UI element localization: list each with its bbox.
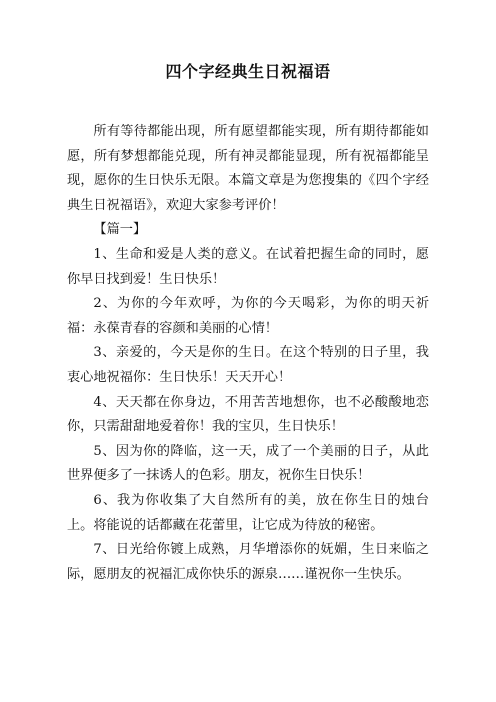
list-item: 4、天天都在你身边，不用苦苦地想你，也不必酸酸地恋你，只需甜甜地爱着你！我的宝贝，生日快乐！	[67, 394, 429, 435]
list-item: 2、为你的今年欢呼，为你的今天喝彩，为你的明天祈福：永葆青春的容颜和美丽的心情！	[67, 296, 429, 336]
list-item: 7、日光给你镀上成熟，月华增添你的妩媚，生日来临之际，愿朋友的祝福汇成你快乐的源泉……谨祝你一生快乐。	[67, 542, 429, 582]
list-item: 3、亲爱的，今天是你的生日。在这个特别的日子里，我衷心地祝福你：生日快乐！天天开心！	[67, 345, 429, 385]
list-item: 5、因为你的降临，这一天，成了一个美丽的日子，从此世界便多了一抹诱人的色彩。朋友，祝你生日快乐！	[67, 443, 429, 484]
intro-paragraph: 所有等待都能出现，所有愿望都能实现，所有期待都能如愿，所有梦想都能兑现，所有神灵都能显现，所有祝福都能呈现，愿你的生日快乐无限。本篇文章是为您搜集的《四个字经典生日祝福语》，欢迎大家参考评价！	[67, 124, 429, 213]
list-item: 6、我为你收集了大自然所有的美，放在你生日的烛台上。将能说的话都藏在花蕾里，让它成为待放的秘密。	[67, 492, 429, 533]
document-body	[67, 120, 429, 587]
document-title: 四个字经典生日祝福语	[165, 62, 331, 81]
section-heading: 【篇一】	[93, 222, 147, 238]
list-item: 1、生命和爱是人类的意义。在试着把握生命的同时，愿你早日找到爱！生日快乐！	[67, 246, 429, 287]
